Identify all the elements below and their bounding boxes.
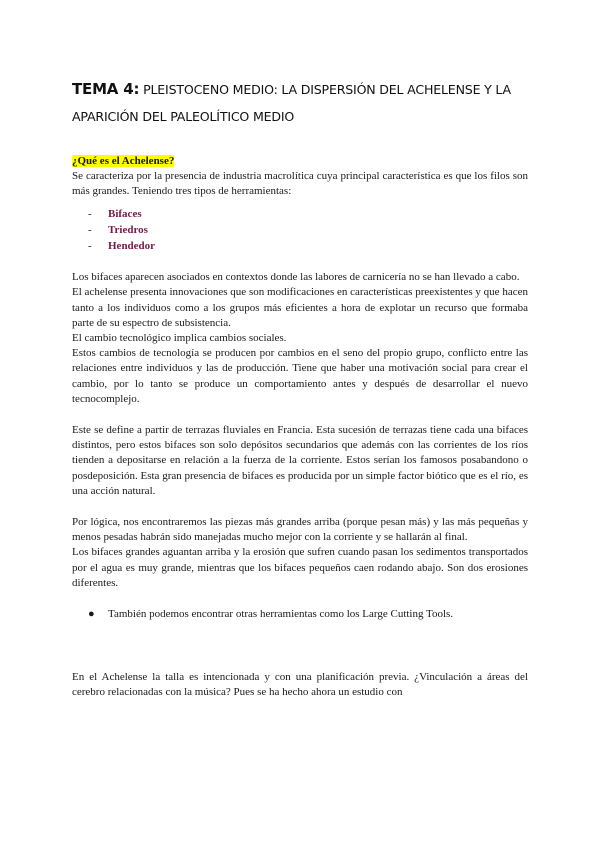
paragraph: Los bifaces aparecen asociados en contextos donde las labores de carnicería no se han llevado a cabo. (72, 271, 520, 284)
list-item (72, 607, 528, 622)
paragraph: El cambio tecnológico implica cambios sociales. (72, 332, 287, 345)
paragraph: En el Achelense la talla es intencionada y con una planificación previa. ¿Vinculación a áreas del cerebro relacionadas con la música? Pues se ha hecho ahora un estudio con (72, 671, 528, 699)
list-item (72, 238, 528, 254)
bullet-list (72, 607, 528, 622)
paragraph: Por lógica, nos encontraremos las piezas más grandes arriba (porque pesan más) y las más pequeñas y menos pesadas habrán sido manejadas mucho mejor con la corriente y se hallarán al final. (72, 516, 528, 544)
title-topic-number: TEMA 4: (72, 80, 140, 98)
paragraph: Los bifaces grandes aguantan arriba y la erosión que sufren cuando pasan los sedimentos transportados por el agua es muy grande, mientras que los bifaces pequeños caen rodando abajo. Son dos erosiones diferentes. (72, 546, 528, 589)
dash-marker: - (88, 223, 92, 236)
list-item (72, 206, 528, 222)
tools-list (72, 206, 528, 255)
paragraph: Este se define a partir de terrazas fluviales en Francia. Esta sucesión de terrazas tiene cada una bifaces distintos, pero estos bifaces son solo depósitos secundarios que además con las corrientes de los ríos tienden a depositarse en relación a la fuerza de la corriente. Estos serían los famosos posabandono o posdeposición. Esta gran presencia de bifaces es producida por un simple factor biótico que es el río, es una acción natural. (72, 424, 528, 497)
list-item (72, 222, 528, 238)
document-title (72, 76, 532, 130)
tool-name: Bifaces (108, 207, 142, 220)
intro-paragraph: Se caracteriza por la presencia de industria macrolítica cuya principal característica es que los filos son más grandes. Teniendo tres tipos de herramientas: (72, 170, 528, 198)
section-heading (72, 154, 528, 169)
title-text: PLEISTOCENO MEDIO: LA DISPERSIÓN DEL ACHELENSE Y LA APARICIÓN DEL PALEOLÍTICO MEDIO (72, 82, 511, 124)
paragraph: Estos cambios de tecnología se producen por cambios en el seno del propio grupo, conflicto entre las relaciones entre individuos y las de producción. Tiene que haber una motivación social para crear el cambio, por lo tanto se produce un comportamiento antes y después de desarrollar el nuevo tecnocomplejo. (72, 347, 528, 405)
highlighted-heading: ¿Qué es el Achelense? (72, 155, 175, 167)
document-body (72, 154, 528, 701)
bullet-icon: ● (88, 608, 95, 621)
dash-marker: - (88, 240, 92, 253)
tool-name: Hendedor (108, 240, 156, 253)
bullet-text: También podemos encontrar otras herramientas como los Large Cutting Tools. (108, 608, 454, 621)
tool-name: Triedros (108, 223, 148, 236)
dash-marker: - (88, 207, 92, 220)
paragraph: El achelense presenta innovaciones que son modificaciones en características preexistentes y que hacen tanto a los individuos como a los grupos más eficientes a hora de explotar un recurso que formaba parte de su espectro de subsistencia. (72, 286, 528, 329)
